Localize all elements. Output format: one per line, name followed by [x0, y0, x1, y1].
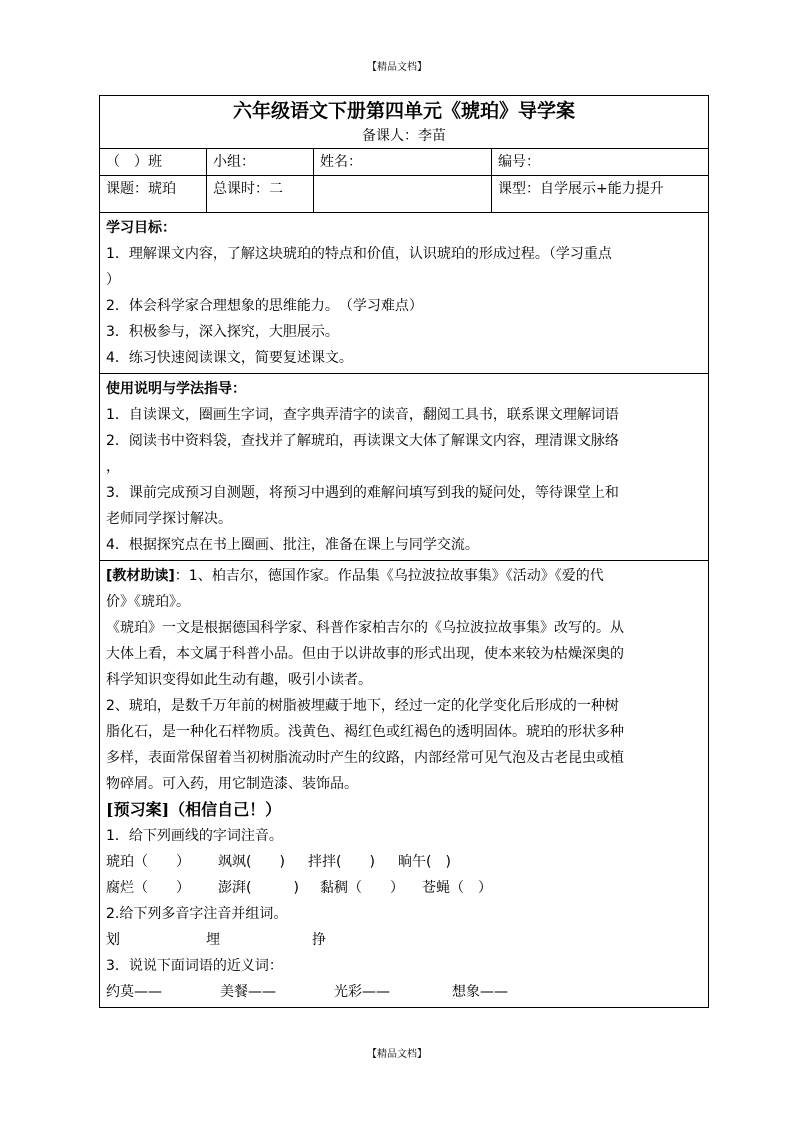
- material-heading: [教材助读]: [106, 568, 175, 584]
- pinyin-item: 苍蝇（ ）: [422, 880, 492, 896]
- pinyin-item: 晌午( ): [398, 854, 451, 870]
- synonym-item: 想象——: [452, 984, 508, 1000]
- goals-heading: 学习目标：: [106, 220, 176, 236]
- pinyin-item: 飒飒( ): [218, 854, 285, 870]
- pinyin-item: 澎湃( ): [218, 880, 299, 896]
- material-section: [100, 561, 709, 1008]
- material-line: ：1、柏吉尔，德国作家。作品集《乌拉波拉故事集》《活动》《爱的代: [174, 568, 604, 584]
- material-line: 大体上看，本文属于科普小品。但由于以讲故事的形式出现，使本来较为枯燥深奥的: [106, 646, 624, 662]
- class-cell: （ ）班: [100, 149, 207, 176]
- header-mark: 【精品文档】: [367, 62, 427, 73]
- hours-cell: 总课时：二: [207, 176, 314, 213]
- guide-item: 2．阅读书中资料袋，查找并了解琥珀，再读课文大体了解课文内容，理清课文脉络: [106, 433, 619, 449]
- polyphone-char: 划: [106, 932, 120, 948]
- synonym-item: 约莫——: [106, 984, 162, 1000]
- topic-cell: 课题：琥珀: [100, 176, 207, 213]
- blank-cell: [314, 176, 492, 213]
- footer-mark: 【精品文档】: [367, 1049, 427, 1060]
- synonym-item: 光彩——: [334, 984, 390, 1000]
- number-cell: 编号：: [492, 149, 709, 176]
- goal-item: 4．练习快速阅读课文，简要复述课文。: [106, 350, 353, 366]
- goals-section: [100, 213, 709, 374]
- type-cell: 课型：自学展示+能力提升: [492, 176, 709, 213]
- pinyin-item: 腐烂（ ）: [106, 880, 190, 896]
- material-line: 《琥珀》一文是根据德国科学家、科普作家柏吉尔的《乌拉波拉故事集》改写的。从: [106, 620, 624, 636]
- preview-question-3: 3．说说下面词语的近义词：: [106, 958, 283, 974]
- pinyin-item: 琥珀（ ）: [106, 854, 190, 870]
- guide-heading: 使用说明与学法指导：: [106, 381, 246, 397]
- preview-question-2: 2.给下列多音字注音并组词。: [106, 906, 288, 922]
- guide-section: [100, 374, 709, 561]
- material-line: 物碎屑。可入药，用它制造漆、装饰品。: [106, 776, 358, 792]
- guide-item: 3．课前完成预习自测题，将预习中遇到的难解问填写到我的疑问处，等待课堂上和: [106, 485, 619, 501]
- page-title: 六年级语文下册第四单元《琥珀》导学案: [233, 100, 576, 122]
- group-cell: 小组：: [207, 149, 314, 176]
- name-cell: 姓名：: [314, 149, 492, 176]
- guide-item: 老师同学探讨解决。: [106, 511, 232, 527]
- material-line: 科学知识变得如此生动有趣，吸引小读者。: [106, 672, 372, 688]
- study-guide-table: [99, 95, 709, 1008]
- material-line: 2、琥珀，是数千万年前的树脂被埋藏于地下，经过一定的化学变化后形成的一种树: [106, 698, 619, 714]
- material-line: 价》《琥珀》。: [106, 594, 190, 610]
- preview-question-1: 1．给下列画线的字词注音。: [106, 828, 283, 844]
- teacher-line: 备课人：李苗: [362, 128, 446, 144]
- polyphone-char: 埋: [206, 932, 220, 948]
- synonym-item: 美餐——: [220, 984, 276, 1000]
- goal-item: ）: [106, 272, 120, 288]
- pinyin-item: 拌拌( ): [308, 854, 375, 870]
- title-cell: [100, 96, 709, 149]
- material-line: 多样，表面常保留着当初树脂流动时产生的纹路，内部经常可见气泡及古老昆虫或植: [106, 750, 624, 766]
- guide-item: 4．根据探究点在书上圈画、批注，准备在课上与同学交流。: [106, 537, 479, 553]
- guide-item: 1．自读课文，圈画生字词，查字典弄清字的读音，翻阅工具书，联系课文理解词语: [106, 407, 619, 423]
- polyphone-char: 挣: [312, 932, 326, 948]
- goal-item: 1．理解课文内容，了解这块琥珀的特点和价值，认识琥珀的形成过程。（学习重点: [106, 246, 612, 262]
- guide-item: ，: [106, 459, 120, 475]
- pinyin-item: 黏稠（ ）: [320, 880, 404, 896]
- material-line: 脂化石，是一种化石样物质。浅黄色、褐红色或红褐色的透明固体。琥珀的形状多种: [106, 724, 624, 740]
- goal-item: 3．积极参与，深入探究，大胆展示。: [106, 324, 339, 340]
- preview-heading: [预习案]（相信自己！）: [106, 800, 282, 819]
- goal-item: 2．体会科学家合理想象的思维能力。 （学习难点）: [106, 298, 423, 314]
